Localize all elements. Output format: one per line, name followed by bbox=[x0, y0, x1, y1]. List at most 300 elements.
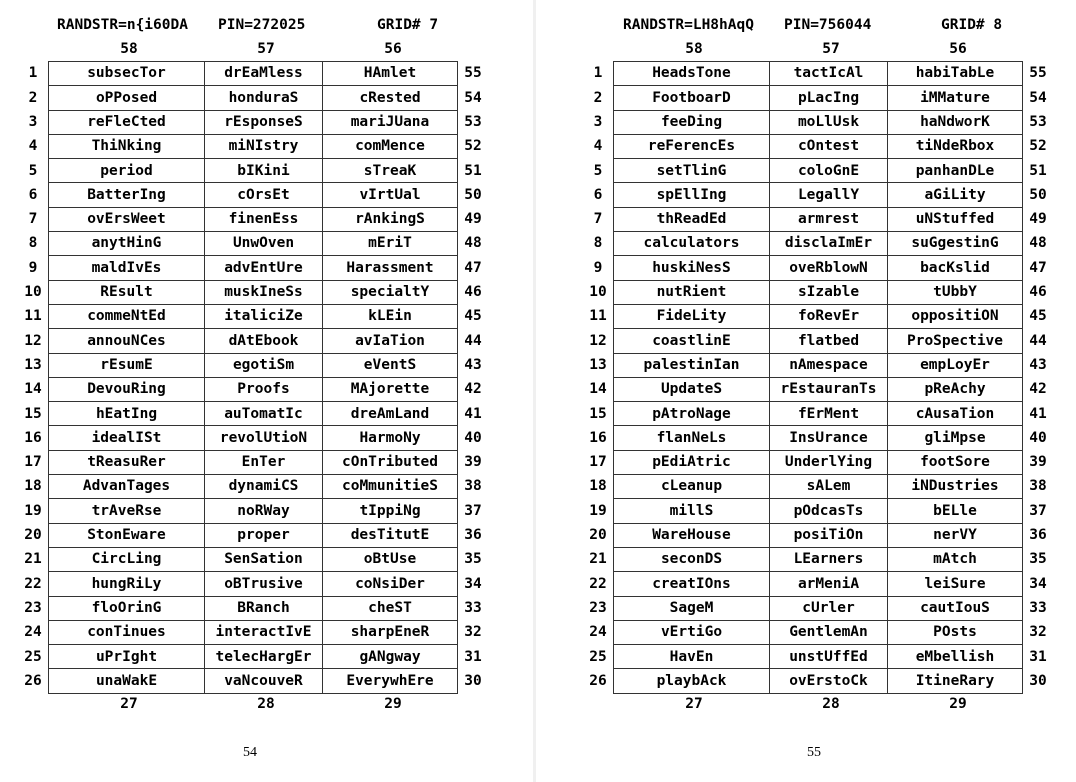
word-cell: FideLity bbox=[614, 304, 770, 328]
grid-row bbox=[18, 523, 488, 547]
page-number: 55 bbox=[807, 745, 821, 760]
row-number-right: 48 bbox=[1029, 235, 1047, 252]
word-cell: specialtY bbox=[323, 280, 458, 304]
row-number-left: 12 bbox=[24, 332, 42, 349]
word-cell: aGiLity bbox=[888, 183, 1023, 207]
word-cell: palestinIan bbox=[614, 353, 770, 377]
word-cell: flatbed bbox=[770, 329, 888, 353]
row-number-left: 6 bbox=[28, 186, 38, 203]
grid-row bbox=[18, 596, 488, 620]
word-cell: creatIOns bbox=[614, 572, 770, 596]
word-cell: egotiSm bbox=[205, 353, 323, 377]
word-cell: DevouRing bbox=[49, 377, 205, 401]
grid-row bbox=[18, 110, 488, 134]
word-cell: oveRblowN bbox=[770, 256, 888, 280]
row-number-right: 41 bbox=[464, 405, 482, 422]
row-number-right: 40 bbox=[1029, 429, 1047, 446]
top-column-number: 56 bbox=[949, 41, 967, 57]
word-cell: gANgway bbox=[323, 645, 458, 669]
word-cell: cOrsEt bbox=[205, 183, 323, 207]
word-grid bbox=[583, 61, 1053, 694]
word-cell: GentlemAn bbox=[770, 620, 888, 644]
word-cell: BRanch bbox=[205, 596, 323, 620]
word-cell: playbAck bbox=[614, 669, 770, 693]
row-number-right: 54 bbox=[1029, 89, 1047, 106]
word-cell: ovErsWeet bbox=[49, 207, 205, 231]
word-cell: sharpEneR bbox=[323, 620, 458, 644]
word-cell: vIrtUal bbox=[323, 183, 458, 207]
row-number-right: 34 bbox=[1029, 575, 1047, 592]
row-number-right: 35 bbox=[1029, 551, 1047, 568]
word-cell: tIppiNg bbox=[323, 499, 458, 523]
word-cell: arMeniA bbox=[770, 572, 888, 596]
grid-row bbox=[18, 377, 488, 401]
grid-row bbox=[18, 669, 488, 693]
grid-label: GRID# 8 bbox=[941, 17, 1003, 33]
word-cell: idealISt bbox=[49, 426, 205, 450]
word-cell: floOrinG bbox=[49, 596, 205, 620]
row-number-left: 11 bbox=[24, 308, 42, 325]
row-number-right: 43 bbox=[1029, 356, 1047, 373]
left-page bbox=[0, 0, 533, 782]
grid-row bbox=[583, 329, 1053, 353]
word-cell: footSore bbox=[888, 450, 1023, 474]
grid-row bbox=[18, 353, 488, 377]
bottom-column-number: 29 bbox=[949, 696, 967, 712]
word-cell: armrest bbox=[770, 207, 888, 231]
row-number-right: 55 bbox=[1029, 65, 1047, 82]
word-cell: ovErstoCk bbox=[770, 669, 888, 693]
word-cell: rAnkingS bbox=[323, 207, 458, 231]
bottom-column-number: 28 bbox=[257, 696, 275, 712]
row-number-left: 1 bbox=[593, 65, 603, 82]
randstr-label: RANDSTR=n{i60DA bbox=[57, 17, 188, 33]
word-cell: AdvanTages bbox=[49, 475, 205, 499]
row-number-left: 3 bbox=[28, 113, 38, 130]
row-number-left: 14 bbox=[24, 381, 42, 398]
row-number-left: 17 bbox=[589, 454, 607, 471]
row-number-left: 10 bbox=[589, 284, 607, 301]
grid-row bbox=[18, 280, 488, 304]
word-cell: italiciZe bbox=[205, 304, 323, 328]
word-cell: nerVY bbox=[888, 523, 1023, 547]
grid-label: GRID# 7 bbox=[377, 17, 439, 33]
row-number-left: 19 bbox=[24, 502, 42, 519]
row-number-right: 38 bbox=[464, 478, 482, 495]
row-number-left: 14 bbox=[589, 381, 607, 398]
grid-row bbox=[583, 110, 1053, 134]
word-cell: UnderlYing bbox=[770, 450, 888, 474]
word-cell: sIzable bbox=[770, 280, 888, 304]
word-cell: moLlUsk bbox=[770, 110, 888, 134]
word-cell: bELle bbox=[888, 499, 1023, 523]
row-number-right: 36 bbox=[464, 527, 482, 544]
grid-row bbox=[18, 62, 488, 86]
word-cell: HeadsTone bbox=[614, 62, 770, 86]
row-number-right: 54 bbox=[464, 89, 482, 106]
word-cell: LEarners bbox=[770, 547, 888, 571]
grid-row bbox=[583, 450, 1053, 474]
word-cell: nutRient bbox=[614, 280, 770, 304]
word-cell: coastlinE bbox=[614, 329, 770, 353]
row-number-left: 5 bbox=[593, 162, 603, 179]
row-number-right: 48 bbox=[464, 235, 482, 252]
grid-row bbox=[583, 304, 1053, 328]
row-number-left: 6 bbox=[593, 186, 603, 203]
word-cell: haNdworK bbox=[888, 110, 1023, 134]
word-cell: tiNdeRbox bbox=[888, 134, 1023, 158]
row-number-left: 4 bbox=[593, 138, 603, 155]
row-number-right: 40 bbox=[464, 429, 482, 446]
grid-row bbox=[18, 547, 488, 571]
bottom-column-number: 27 bbox=[685, 696, 703, 712]
row-number-right: 42 bbox=[464, 381, 482, 398]
word-cell: sALem bbox=[770, 475, 888, 499]
word-cell: reFleCted bbox=[49, 110, 205, 134]
word-cell: suGgestinG bbox=[888, 232, 1023, 256]
row-number-right: 47 bbox=[464, 259, 482, 276]
word-cell: EnTer bbox=[205, 450, 323, 474]
top-column-number: 58 bbox=[120, 41, 138, 57]
word-cell: hEatIng bbox=[49, 402, 205, 426]
grid-row bbox=[18, 426, 488, 450]
word-cell: pAtroNage bbox=[614, 402, 770, 426]
grid-row bbox=[18, 207, 488, 231]
word-cell: mariJUana bbox=[323, 110, 458, 134]
word-cell: UnwOven bbox=[205, 232, 323, 256]
word-cell: avIaTion bbox=[323, 329, 458, 353]
word-cell: drEaMless bbox=[205, 62, 323, 86]
row-number-left: 18 bbox=[589, 478, 607, 495]
grid-row bbox=[583, 596, 1053, 620]
word-cell: HarmoNy bbox=[323, 426, 458, 450]
grid-row bbox=[583, 86, 1053, 110]
row-number-right: 36 bbox=[1029, 527, 1047, 544]
word-cell: muskIneSs bbox=[205, 280, 323, 304]
word-cell: cheST bbox=[323, 596, 458, 620]
word-cell: pOdcasTs bbox=[770, 499, 888, 523]
row-number-right: 49 bbox=[464, 211, 482, 228]
row-number-left: 8 bbox=[593, 235, 603, 252]
word-cell: interactIvE bbox=[205, 620, 323, 644]
word-cell: cOnTributed bbox=[323, 450, 458, 474]
grid-row bbox=[583, 207, 1053, 231]
word-cell: proper bbox=[205, 523, 323, 547]
word-cell: finenEss bbox=[205, 207, 323, 231]
grid-row bbox=[583, 183, 1053, 207]
row-number-right: 52 bbox=[1029, 138, 1047, 155]
bottom-column-number: 27 bbox=[120, 696, 138, 712]
word-cell: noRWay bbox=[205, 499, 323, 523]
word-cell: BatterIng bbox=[49, 183, 205, 207]
word-cell: posiTiOn bbox=[770, 523, 888, 547]
grid-row bbox=[583, 426, 1053, 450]
word-cell: calculators bbox=[614, 232, 770, 256]
row-number-left: 2 bbox=[28, 89, 38, 106]
word-cell: bIKini bbox=[205, 159, 323, 183]
word-cell: cautIouS bbox=[888, 596, 1023, 620]
word-cell: foRevEr bbox=[770, 304, 888, 328]
grid-row bbox=[583, 572, 1053, 596]
word-cell: empLoyEr bbox=[888, 353, 1023, 377]
word-cell: REsult bbox=[49, 280, 205, 304]
word-cell: seconDS bbox=[614, 547, 770, 571]
word-cell: flanNeLs bbox=[614, 426, 770, 450]
row-number-right: 37 bbox=[1029, 502, 1047, 519]
word-cell: POsts bbox=[888, 620, 1023, 644]
word-cell: feeDing bbox=[614, 110, 770, 134]
bottom-column-number: 29 bbox=[384, 696, 402, 712]
row-number-right: 32 bbox=[1029, 624, 1047, 641]
pin-label: PIN=272025 bbox=[218, 17, 306, 33]
row-number-right: 33 bbox=[464, 599, 482, 616]
row-number-left: 21 bbox=[589, 551, 607, 568]
row-number-left: 3 bbox=[593, 113, 603, 130]
word-cell: oPPosed bbox=[49, 86, 205, 110]
word-cell: cRested bbox=[323, 86, 458, 110]
row-number-left: 22 bbox=[589, 575, 607, 592]
word-cell: panhanDLe bbox=[888, 159, 1023, 183]
word-cell: SageM bbox=[614, 596, 770, 620]
pin-label: PIN=756044 bbox=[784, 17, 872, 33]
page-number: 54 bbox=[243, 745, 257, 760]
word-cell: cLeanup bbox=[614, 475, 770, 499]
word-cell: MAjorette bbox=[323, 377, 458, 401]
row-number-left: 15 bbox=[24, 405, 42, 422]
word-cell: millS bbox=[614, 499, 770, 523]
word-cell: reFerencEs bbox=[614, 134, 770, 158]
word-cell: sTreaK bbox=[323, 159, 458, 183]
grid-row bbox=[583, 669, 1053, 693]
word-cell: bacKslid bbox=[888, 256, 1023, 280]
word-cell: trAveRse bbox=[49, 499, 205, 523]
row-number-right: 50 bbox=[1029, 186, 1047, 203]
row-number-left: 24 bbox=[24, 624, 42, 641]
word-cell: honduraS bbox=[205, 86, 323, 110]
grid-row bbox=[583, 402, 1053, 426]
word-cell: tUbbY bbox=[888, 280, 1023, 304]
word-cell: anytHinG bbox=[49, 232, 205, 256]
row-number-left: 25 bbox=[24, 648, 42, 665]
grid-row bbox=[18, 572, 488, 596]
grid-row bbox=[18, 134, 488, 158]
grid-row bbox=[583, 645, 1053, 669]
grid-row bbox=[18, 159, 488, 183]
grid-row bbox=[583, 377, 1053, 401]
word-cell: iMMature bbox=[888, 86, 1023, 110]
grid-row bbox=[18, 450, 488, 474]
row-number-right: 39 bbox=[1029, 454, 1047, 471]
row-number-right: 44 bbox=[1029, 332, 1047, 349]
top-column-number: 58 bbox=[685, 41, 703, 57]
row-number-left: 16 bbox=[589, 429, 607, 446]
grid-row bbox=[583, 499, 1053, 523]
word-cell: mEriT bbox=[323, 232, 458, 256]
word-cell: iNDustries bbox=[888, 475, 1023, 499]
word-cell: coloGnE bbox=[770, 159, 888, 183]
row-number-left: 17 bbox=[24, 454, 42, 471]
word-cell: fErMent bbox=[770, 402, 888, 426]
row-number-right: 46 bbox=[464, 284, 482, 301]
bottom-column-number: 28 bbox=[822, 696, 840, 712]
row-number-left: 7 bbox=[593, 211, 603, 228]
word-cell: leiSure bbox=[888, 572, 1023, 596]
word-cell: commeNtEd bbox=[49, 304, 205, 328]
row-number-left: 21 bbox=[24, 551, 42, 568]
word-cell: HavEn bbox=[614, 645, 770, 669]
row-number-right: 31 bbox=[1029, 648, 1047, 665]
word-cell: mAtch bbox=[888, 547, 1023, 571]
row-number-right: 49 bbox=[1029, 211, 1047, 228]
row-number-left: 5 bbox=[28, 162, 38, 179]
word-cell: cAusaTion bbox=[888, 402, 1023, 426]
row-number-left: 18 bbox=[24, 478, 42, 495]
word-cell: uPrIght bbox=[49, 645, 205, 669]
word-cell: disclaImEr bbox=[770, 232, 888, 256]
word-cell: EverywhEre bbox=[323, 669, 458, 693]
word-cell: maldIvEs bbox=[49, 256, 205, 280]
top-column-number: 56 bbox=[384, 41, 402, 57]
grid-row bbox=[18, 620, 488, 644]
word-cell: eMbellish bbox=[888, 645, 1023, 669]
grid-row bbox=[18, 475, 488, 499]
row-number-left: 25 bbox=[589, 648, 607, 665]
word-cell: cUrler bbox=[770, 596, 888, 620]
word-cell: nAmespace bbox=[770, 353, 888, 377]
row-number-right: 55 bbox=[464, 65, 482, 82]
row-number-left: 7 bbox=[28, 211, 38, 228]
row-number-right: 52 bbox=[464, 138, 482, 155]
row-number-right: 41 bbox=[1029, 405, 1047, 422]
grid-row bbox=[583, 475, 1053, 499]
row-number-right: 51 bbox=[1029, 162, 1047, 179]
row-number-left: 10 bbox=[24, 284, 42, 301]
word-cell: dreAmLand bbox=[323, 402, 458, 426]
row-number-right: 30 bbox=[464, 672, 482, 689]
row-number-left: 16 bbox=[24, 429, 42, 446]
top-column-number: 57 bbox=[822, 41, 840, 57]
word-cell: unstUffEd bbox=[770, 645, 888, 669]
word-cell: subsecTor bbox=[49, 62, 205, 86]
grid-row bbox=[583, 62, 1053, 86]
grid-row bbox=[18, 232, 488, 256]
grid-row bbox=[583, 159, 1053, 183]
grid-row bbox=[583, 547, 1053, 571]
word-cell: habiTabLe bbox=[888, 62, 1023, 86]
row-number-left: 4 bbox=[28, 138, 38, 155]
grid-row bbox=[18, 645, 488, 669]
row-number-right: 51 bbox=[464, 162, 482, 179]
word-cell: hungRiLy bbox=[49, 572, 205, 596]
word-cell: Harassment bbox=[323, 256, 458, 280]
row-number-right: 45 bbox=[464, 308, 482, 325]
word-cell: ItineRary bbox=[888, 669, 1023, 693]
grid-row bbox=[583, 523, 1053, 547]
grid-row bbox=[18, 86, 488, 110]
word-cell: desTitutE bbox=[323, 523, 458, 547]
row-number-left: 1 bbox=[28, 65, 38, 82]
word-cell: tReasuRer bbox=[49, 450, 205, 474]
row-number-right: 47 bbox=[1029, 259, 1047, 276]
word-cell: FootboarD bbox=[614, 86, 770, 110]
grid-row bbox=[18, 329, 488, 353]
word-cell: period bbox=[49, 159, 205, 183]
row-number-right: 44 bbox=[464, 332, 482, 349]
word-cell: conTinues bbox=[49, 620, 205, 644]
row-number-right: 43 bbox=[464, 356, 482, 373]
word-cell: coNsiDer bbox=[323, 572, 458, 596]
row-number-left: 8 bbox=[28, 235, 38, 252]
word-cell: vErtiGo bbox=[614, 620, 770, 644]
row-number-right: 35 bbox=[464, 551, 482, 568]
row-number-right: 39 bbox=[464, 454, 482, 471]
row-number-left: 13 bbox=[24, 356, 42, 373]
row-number-right: 53 bbox=[1029, 113, 1047, 130]
row-number-right: 50 bbox=[464, 186, 482, 203]
row-number-left: 22 bbox=[24, 575, 42, 592]
row-number-right: 38 bbox=[1029, 478, 1047, 495]
row-number-right: 33 bbox=[1029, 599, 1047, 616]
word-cell: ThiNking bbox=[49, 134, 205, 158]
grid-row bbox=[583, 280, 1053, 304]
row-number-left: 26 bbox=[24, 672, 42, 689]
right-page bbox=[536, 0, 1076, 782]
top-column-number: 57 bbox=[257, 41, 275, 57]
row-number-left: 2 bbox=[593, 89, 603, 106]
word-cell: rEsponseS bbox=[205, 110, 323, 134]
randstr-label: RANDSTR=LH8hAqQ bbox=[623, 17, 754, 33]
row-number-right: 42 bbox=[1029, 381, 1047, 398]
row-number-left: 20 bbox=[24, 527, 42, 544]
word-cell: spEllIng bbox=[614, 183, 770, 207]
row-number-left: 23 bbox=[589, 599, 607, 616]
word-cell: SenSation bbox=[205, 547, 323, 571]
row-number-left: 9 bbox=[28, 259, 38, 276]
word-grid bbox=[18, 61, 488, 694]
word-cell: comMence bbox=[323, 134, 458, 158]
word-cell: oBTrusive bbox=[205, 572, 323, 596]
grid-row bbox=[18, 499, 488, 523]
word-cell: annouNCes bbox=[49, 329, 205, 353]
row-number-left: 13 bbox=[589, 356, 607, 373]
word-cell: InsUrance bbox=[770, 426, 888, 450]
word-cell: cOntest bbox=[770, 134, 888, 158]
row-number-left: 24 bbox=[589, 624, 607, 641]
row-number-left: 12 bbox=[589, 332, 607, 349]
row-number-right: 53 bbox=[464, 113, 482, 130]
word-cell: UpdateS bbox=[614, 377, 770, 401]
word-cell: CircLing bbox=[49, 547, 205, 571]
row-number-right: 31 bbox=[464, 648, 482, 665]
grid-row bbox=[583, 232, 1053, 256]
row-number-right: 46 bbox=[1029, 284, 1047, 301]
row-number-left: 19 bbox=[589, 502, 607, 519]
word-cell: pEdiAtric bbox=[614, 450, 770, 474]
grid-row bbox=[583, 256, 1053, 280]
word-cell: vaNcouveR bbox=[205, 669, 323, 693]
grid-row bbox=[583, 620, 1053, 644]
word-cell: Proofs bbox=[205, 377, 323, 401]
grid-row bbox=[18, 402, 488, 426]
word-cell: LegallY bbox=[770, 183, 888, 207]
word-cell: oppositiON bbox=[888, 304, 1023, 328]
word-cell: oBtUse bbox=[323, 547, 458, 571]
word-cell: huskiNesS bbox=[614, 256, 770, 280]
word-cell: rEsumE bbox=[49, 353, 205, 377]
grid-row bbox=[18, 183, 488, 207]
row-number-left: 15 bbox=[589, 405, 607, 422]
word-cell: rEstauranTs bbox=[770, 377, 888, 401]
